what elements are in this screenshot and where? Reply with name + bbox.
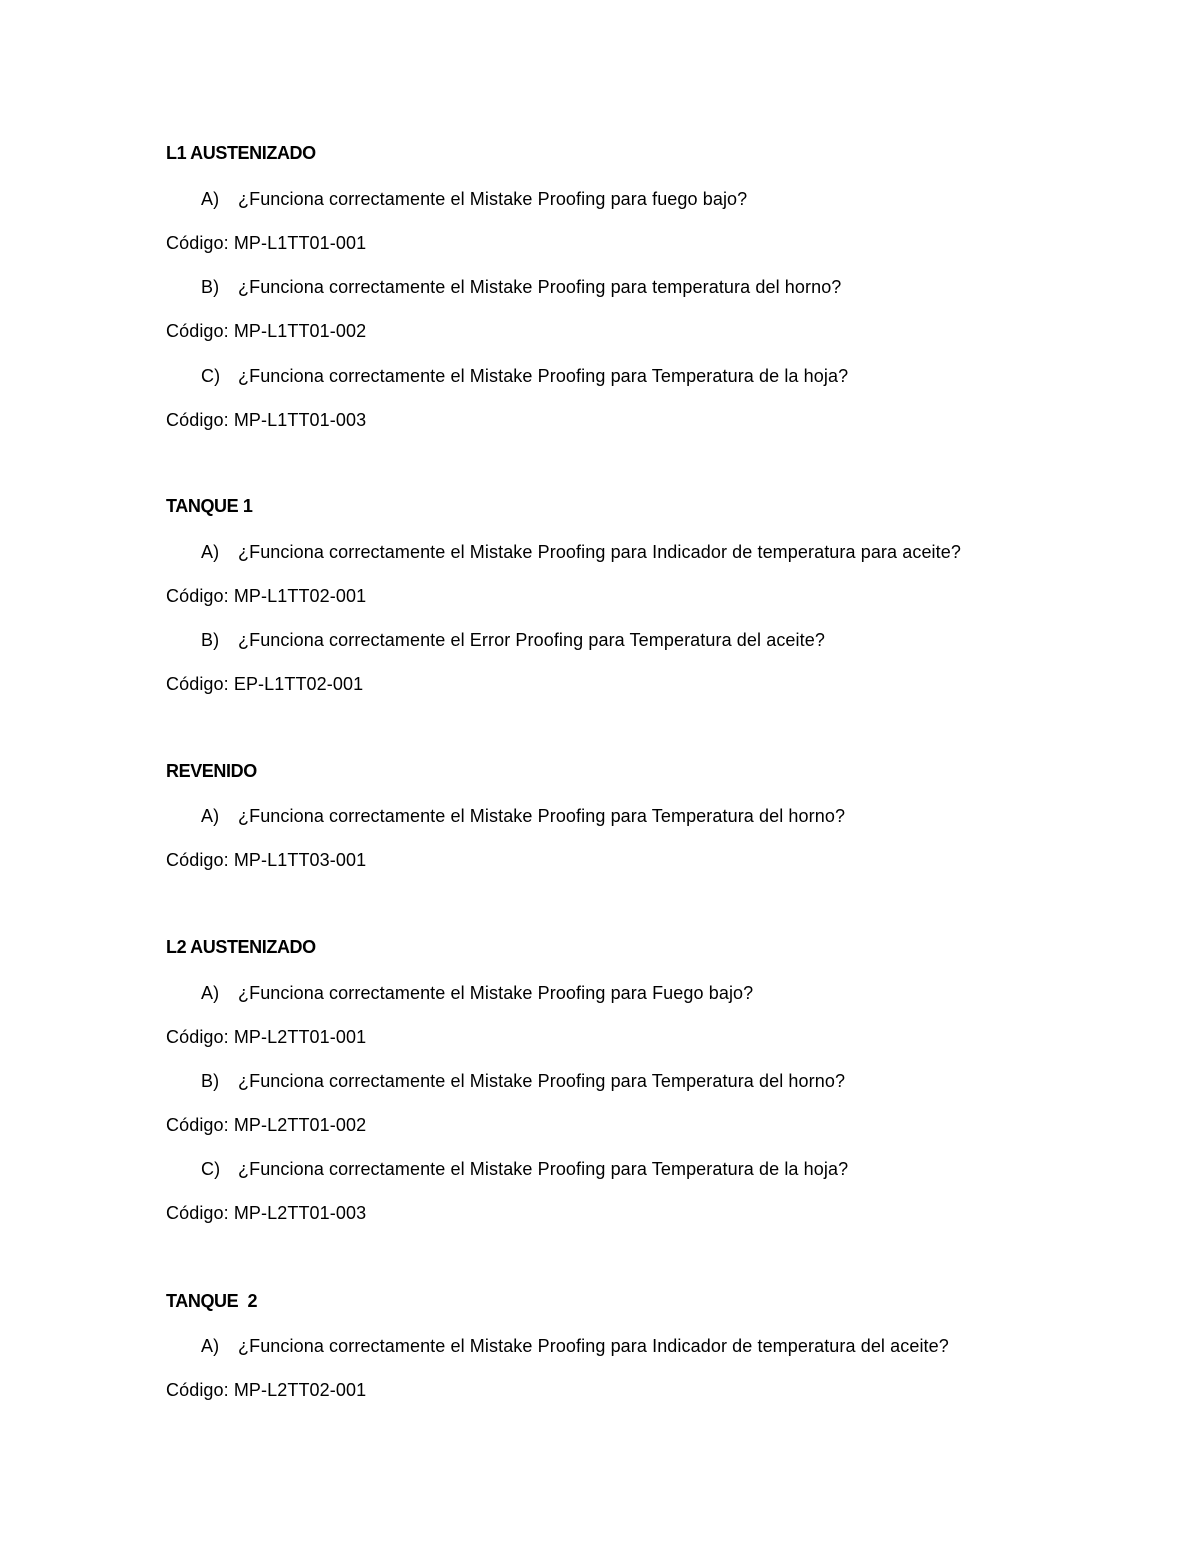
- section-heading: TANQUE 2: [166, 1291, 258, 1311]
- question-text: ¿Funciona correctamente el Mistake Proofing para Fuego bajo?: [238, 983, 754, 1003]
- question-text: ¿Funciona correctamente el Mistake Proofing para Temperatura del horno?: [238, 1071, 846, 1091]
- code-text: Código: MP-L2TT01-002: [166, 1115, 367, 1135]
- code-text: Código: MP-L1TT02-001: [166, 586, 367, 606]
- section-heading: L1 AUSTENIZADO: [166, 143, 316, 163]
- question-text: ¿Funciona correctamente el Mistake Proofing para Indicador de temperatura del aceite?: [238, 1336, 949, 1356]
- item-letter: B): [201, 1071, 220, 1091]
- question-text: ¿Funciona correctamente el Mistake Proofing para Indicador de temperatura para aceite?: [238, 542, 961, 562]
- question-text: ¿Funciona correctamente el Mistake Proofing para Temperatura de la hoja?: [238, 1159, 849, 1179]
- question-text: ¿Funciona correctamente el Mistake Proofing para Temperatura del horno?: [238, 806, 846, 826]
- code-text: Código: EP-L1TT02-001: [166, 674, 364, 694]
- item-letter: B): [201, 630, 220, 650]
- code-text: Código: MP-L1TT01-002: [166, 321, 367, 341]
- code-text: Código: MP-L2TT02-001: [166, 1380, 367, 1400]
- code-text: Código: MP-L1TT01-003: [166, 410, 367, 430]
- item-letter: C): [201, 366, 221, 386]
- question-text: ¿Funciona correctamente el Mistake Proofing para fuego bajo?: [238, 189, 748, 209]
- item-letter: A): [201, 806, 220, 826]
- question-text: ¿Funciona correctamente el Error Proofing para Temperatura del aceite?: [238, 630, 825, 650]
- code-text: Código: MP-L1TT03-001: [166, 850, 367, 870]
- question-text: ¿Funciona correctamente el Mistake Proofing para Temperatura de la hoja?: [238, 366, 849, 386]
- code-text: Código: MP-L2TT01-001: [166, 1027, 367, 1047]
- code-text: Código: MP-L2TT01-003: [166, 1203, 367, 1223]
- code-text: Código: MP-L1TT01-001: [166, 233, 367, 253]
- item-letter: A): [201, 1336, 220, 1356]
- section-heading: L2 AUSTENIZADO: [166, 937, 316, 957]
- item-letter: A): [201, 983, 220, 1003]
- item-letter: A): [201, 189, 220, 209]
- item-letter: A): [201, 542, 220, 562]
- section-heading: TANQUE 1: [166, 496, 253, 516]
- question-text: ¿Funciona correctamente el Mistake Proofing para temperatura del horno?: [238, 277, 842, 297]
- item-letter: C): [201, 1159, 221, 1179]
- section-heading: REVENIDO: [166, 761, 257, 781]
- item-letter: B): [201, 277, 220, 297]
